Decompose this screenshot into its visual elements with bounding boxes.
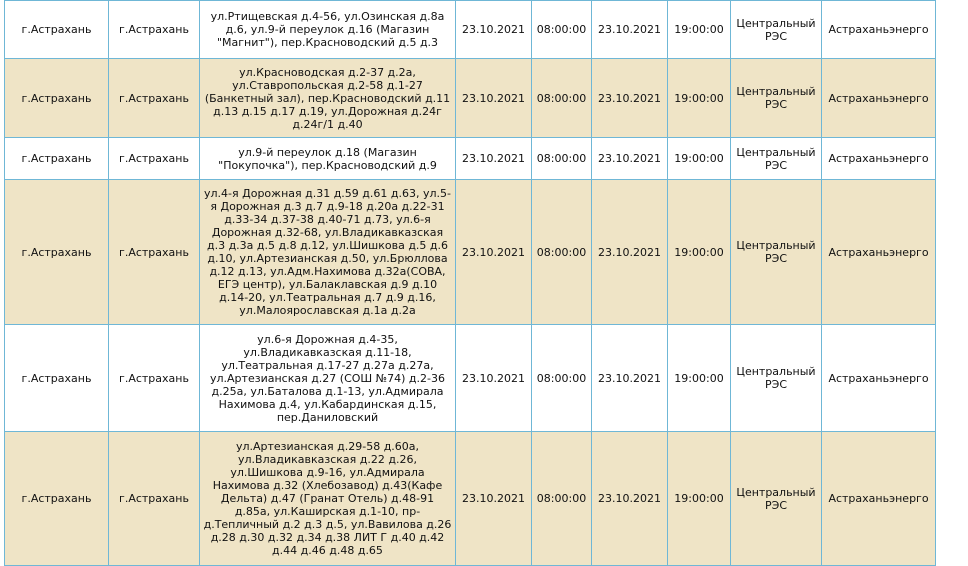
address-cell: ул.Красноводская д.2-37 д.2а, ул.Ставропольская д.2-58 д.1-27 (Банкетный зал), пер.Красноводский д.11 д.13 д.15 д.17 д.19, ул.Дорожная д.24г д.24г/1 д.40 xyxy=(200,59,456,138)
address-cell: ул.Ртищевская д.4-56, ул.Озинская д.8а д.6, ул.9-й переулок д.16 (Магазин "Магнит"), пер.Красноводский д.5 д.3 xyxy=(200,1,456,59)
table-row xyxy=(5,1,936,59)
end-date-cell: 23.10.2021 xyxy=(592,432,668,566)
start-date-cell: 23.10.2021 xyxy=(456,325,532,432)
settlement-cell: г.Астрахань xyxy=(109,1,200,59)
address-cell: ул.9-й переулок д.18 (Магазин "Покупочка"), пер.Красноводский д.9 xyxy=(200,138,456,180)
table-row xyxy=(5,325,936,432)
end-date-cell: 23.10.2021 xyxy=(592,59,668,138)
start-time-cell: 08:00:00 xyxy=(532,138,592,180)
start-time-cell: 08:00:00 xyxy=(532,325,592,432)
end-date-cell: 23.10.2021 xyxy=(592,180,668,325)
start-time-cell: 08:00:00 xyxy=(532,1,592,59)
start-time-cell: 08:00:00 xyxy=(532,432,592,566)
table-row xyxy=(5,180,936,325)
settlement-cell: г.Астрахань xyxy=(109,180,200,325)
end-time-cell: 19:00:00 xyxy=(668,138,731,180)
start-date-cell: 23.10.2021 xyxy=(456,138,532,180)
settlement-cell: г.Астрахань xyxy=(109,432,200,566)
district-cell: Центральный РЭС xyxy=(731,59,822,138)
district-cell: Центральный РЭС xyxy=(731,180,822,325)
company-cell: Астраханьэнерго xyxy=(822,138,936,180)
company-cell: Астраханьэнерго xyxy=(822,432,936,566)
end-date-cell: 23.10.2021 xyxy=(592,325,668,432)
company-cell: Астраханьэнерго xyxy=(822,325,936,432)
district-cell: Центральный РЭС xyxy=(731,325,822,432)
start-time-cell: 08:00:00 xyxy=(532,59,592,138)
company-cell: Астраханьэнерго xyxy=(822,180,936,325)
settlement-cell: г.Астрахань xyxy=(109,138,200,180)
city-cell: г.Астрахань xyxy=(5,325,109,432)
end-time-cell: 19:00:00 xyxy=(668,180,731,325)
table-row xyxy=(5,59,936,138)
end-time-cell: 19:00:00 xyxy=(668,325,731,432)
outage-table-container xyxy=(4,0,936,566)
city-cell: г.Астрахань xyxy=(5,138,109,180)
address-cell: ул.Артезианская д.29-58 д.60а, ул.Владикавказская д.22 д.26, ул.Шишкова д.9-16, ул.Адмирала Нахимова д.32 (Хлебозавод) д.43(Кафе Дельта) д.47 (Гранат Отель) д.48-91 д.85а, ул.Каширская д.1-10, пр-д.Тепличный д.2 д.3 д.5, ул.Вавилова д.26 д.28 д.30 д.32 д.34 д.38 ЛИТ Г д.40 д.42 д.44 д.46 д.48 д.65 xyxy=(200,432,456,566)
city-cell: г.Астрахань xyxy=(5,1,109,59)
end-time-cell: 19:00:00 xyxy=(668,432,731,566)
start-date-cell: 23.10.2021 xyxy=(456,180,532,325)
outage-table xyxy=(4,0,936,566)
settlement-cell: г.Астрахань xyxy=(109,59,200,138)
start-time-cell: 08:00:00 xyxy=(532,180,592,325)
company-cell: Астраханьэнерго xyxy=(822,59,936,138)
table-row xyxy=(5,138,936,180)
start-date-cell: 23.10.2021 xyxy=(456,59,532,138)
district-cell: Центральный РЭС xyxy=(731,432,822,566)
city-cell: г.Астрахань xyxy=(5,432,109,566)
end-date-cell: 23.10.2021 xyxy=(592,1,668,59)
start-date-cell: 23.10.2021 xyxy=(456,432,532,566)
city-cell: г.Астрахань xyxy=(5,59,109,138)
table-row xyxy=(5,432,936,566)
address-cell: ул.6-я Дорожная д.4-35, ул.Владикавказская д.11-18, ул.Театральная д.17-27 д.27а д.27а, ул.Артезианская д.27 (СОШ №74) д.2-36 д.25а, ул.Баталова д.1-13, ул.Адмирала Нахимова д.4, ул.Кабардинская д.15, пер.Даниловский xyxy=(200,325,456,432)
company-cell: Астраханьэнерго xyxy=(822,1,936,59)
address-cell: ул.4-я Дорожная д.31 д.59 д.61 д.63, ул.5-я Дорожная д.3 д.7 д.9-18 д.20а д.22-31 д.33-34 д.37-38 д.40-71 д.73, ул.6-я Дорожная д.32-68, ул.Владикавказская д.3 д.3а д.5 д.8 д.12, ул.Шишкова д.5 д.6 д.10, ул.Артезианская д.50, ул.Брюллова д.12 д.13, ул.Адм.Нахимова д.32а(СОВА, ЕГЭ центр), ул.Балаклавская д.9 д.10 д.14-20, ул.Театральная д.7 д.9 д.16, ул.Малоярославская д.1а д.2а xyxy=(200,180,456,325)
outage-table-body xyxy=(5,1,936,566)
district-cell: Центральный РЭС xyxy=(731,1,822,59)
district-cell: Центральный РЭС xyxy=(731,138,822,180)
end-date-cell: 23.10.2021 xyxy=(592,138,668,180)
city-cell: г.Астрахань xyxy=(5,180,109,325)
end-time-cell: 19:00:00 xyxy=(668,59,731,138)
end-time-cell: 19:00:00 xyxy=(668,1,731,59)
settlement-cell: г.Астрахань xyxy=(109,325,200,432)
start-date-cell: 23.10.2021 xyxy=(456,1,532,59)
